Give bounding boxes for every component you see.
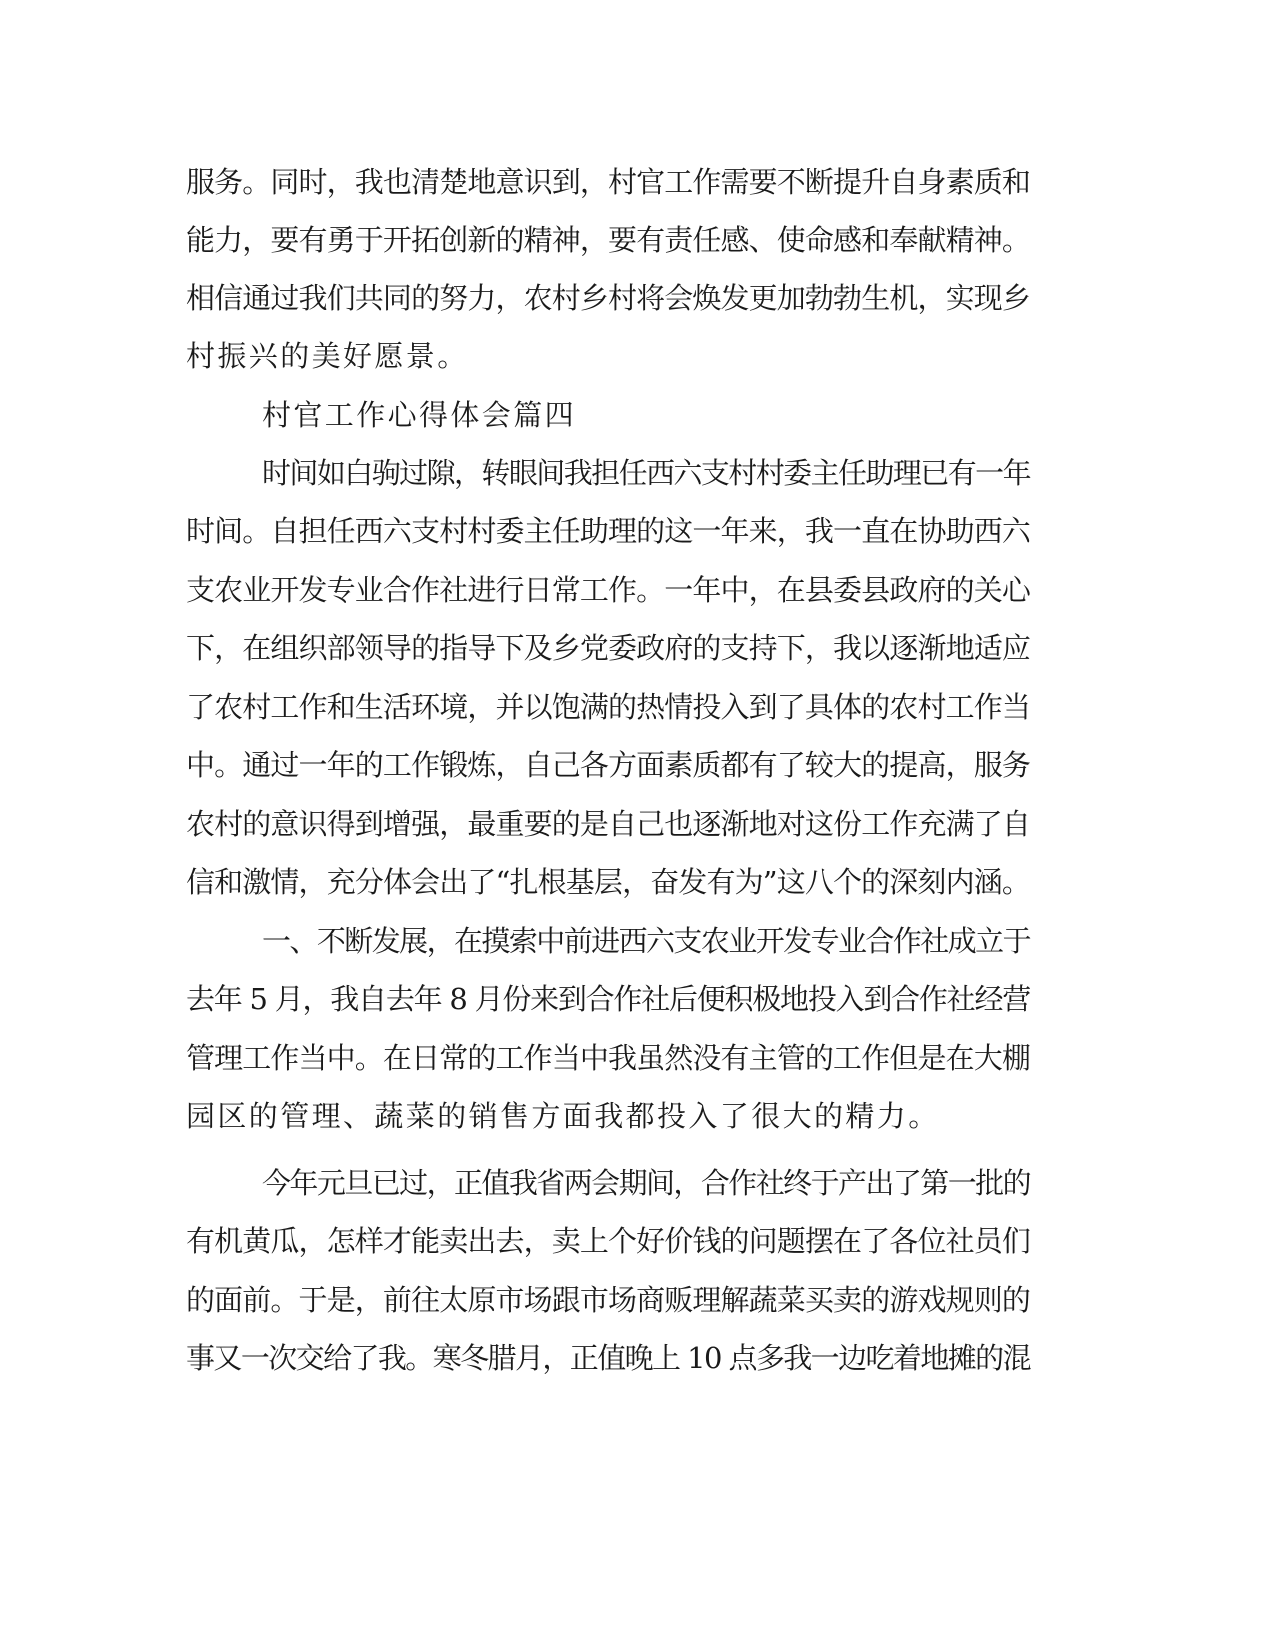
text-line: 去年 5 月，我自去年 8 月份来到合作社后便积极地投入到合作社经营 xyxy=(186,982,1030,1016)
text-line: 服务。同时，我也清楚地意识到，村官工作需要不断提升自身素质和 xyxy=(186,165,1030,199)
text-line: 村振兴的美好愿景。 xyxy=(186,339,469,373)
text-line: 今年元旦已过，正值我省两会期间，合作社终于产出了第一批的 xyxy=(262,1166,1030,1200)
text-line: 时间。自担任西六支村村委主任助理的这一年来，我一直在协助西六 xyxy=(186,514,1030,548)
text-line: 支农业开发专业合作社进行日常工作。一年中，在县委县政府的关心 xyxy=(186,573,1030,607)
text-line: 时间如白驹过隙，转眼间我担任西六支村村委主任助理已有一年 xyxy=(262,456,1030,490)
text-line: 能力，要有勇于开拓创新的精神，要有责任感、使命感和奉献精神。 xyxy=(186,223,1030,257)
text-line: 有机黄瓜，怎样才能卖出去，卖上个好价钱的问题摆在了各位社员们 xyxy=(186,1224,1030,1258)
text-line: 的面前。于是，前往太原市场跟市场商贩理解蔬菜买卖的游戏规则的 xyxy=(186,1283,1030,1317)
text-line: 事又一次交给了我。寒冬腊月，正值晚上 10 点多我一边吃着地摊的混 xyxy=(186,1341,1030,1375)
section-heading: 村官工作心得体会篇四 xyxy=(262,398,577,432)
text-line: 相信通过我们共同的努力，农村乡村将会焕发更加勃勃生机，实现乡 xyxy=(186,281,1030,315)
text-line: 下，在组织部领导的指导下及乡党委政府的支持下，我以逐渐地适应 xyxy=(186,631,1030,665)
text-line: 中。通过一年的工作锻炼，自己各方面素质都有了较大的提高，服务 xyxy=(186,748,1030,782)
text-line: 农村的意识得到增强，最重要的是自己也逐渐地对这份工作充满了自 xyxy=(186,807,1030,841)
text-line: 一、不断发展，在摸索中前进西六支农业开发专业合作社成立于 xyxy=(262,924,1030,958)
text-line: 了农村工作和生活环境，并以饱满的热情投入到了具体的农村工作当 xyxy=(186,690,1030,724)
text-line: 信和激情，充分体会出了“扎根基层，奋发有为”这八个的深刻内涵。 xyxy=(186,865,1030,899)
text-line: 园区的管理、蔬菜的销售方面我都投入了很大的精力。 xyxy=(186,1099,940,1133)
text-line: 管理工作当中。在日常的工作当中我虽然没有主管的工作但是在大棚 xyxy=(186,1041,1030,1075)
